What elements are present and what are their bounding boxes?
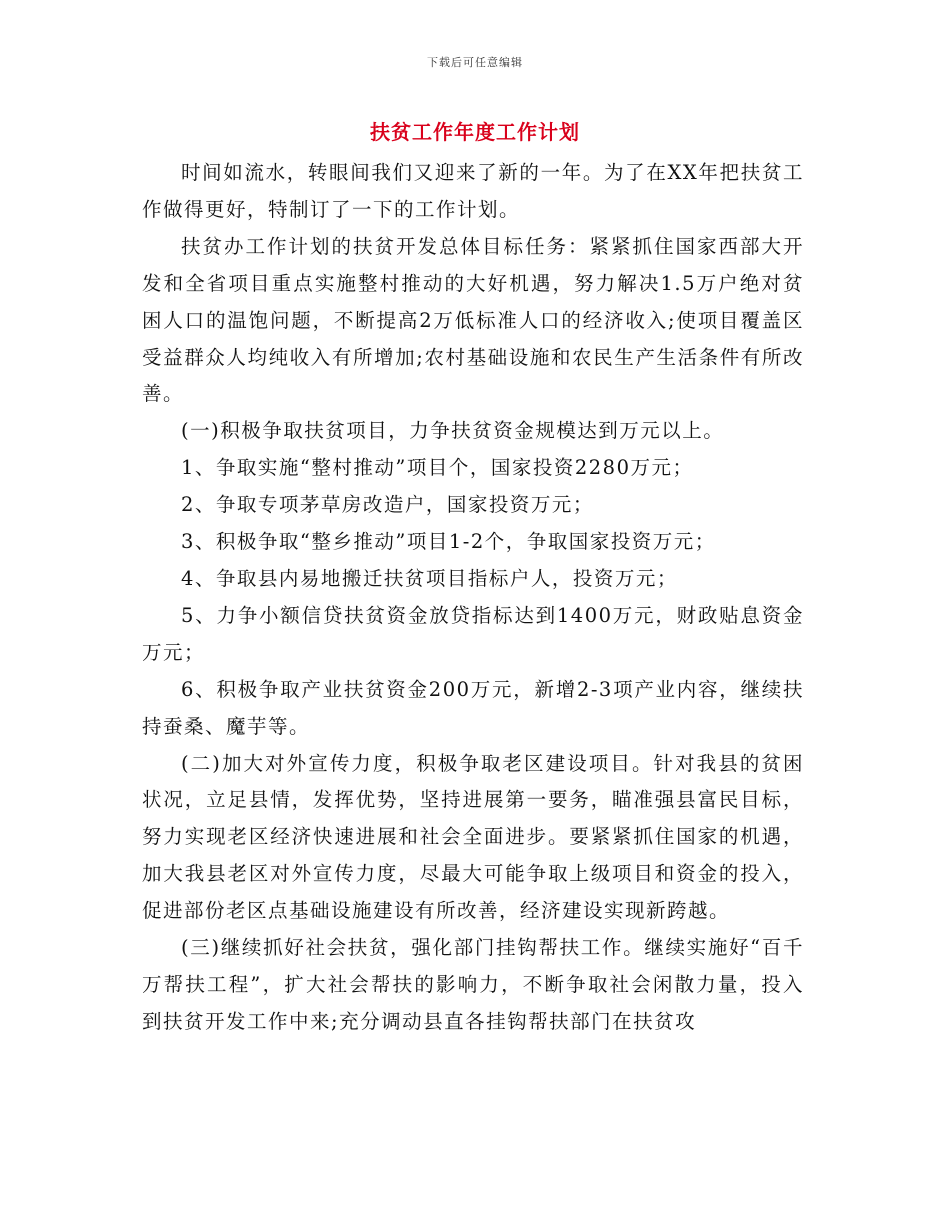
- list-item: 5、力争小额信贷扶贫资金放贷指标达到1400万元，财政贴息资金万元；: [142, 603, 804, 664]
- section-paragraph-3: (三)继续抓好社会扶贫，强化部门挂钩帮扶工作。继续实施好“百千万帮扶工程”，扩大社会帮扶的影响力，不断争取社会闲散力量，投入到扶贫开发工作中来;充分调动县直各挂钩帮扶部门在扶贫攻: [142, 936, 804, 1033]
- document-title: 扶贫工作年度工作计划: [370, 120, 580, 144]
- section-heading-1: (一)积极争取扶贫项目，力争扶贫资金规模达到万元以上。: [181, 419, 725, 443]
- page-header-note: 下载后可任意编辑: [427, 56, 523, 69]
- document-body: [142, 155, 804, 1041]
- section-paragraph-2: (二)加大对外宣传力度，积极争取老区建设项目。针对我县的贫困状况，立足县情，发挥优势，坚持进展第一要务，瞄准强县富民目标，努力实现老区经济快速进展和社会全面进步。要紧紧抓住国家的机遇，加大我县老区对外宣传力度，尽最大可能争取上级项目和资金的投入，促进部份老区点基础设施建设有所改善，经济建设实现新跨越。: [142, 751, 804, 923]
- list-item: 6、积极争取产业扶贫资金200万元，新增2-3项产业内容，继续扶持蚕桑、魔芋等。: [142, 677, 804, 738]
- list-item: 3、积极争取“整乡推动”项目1-2个，争取国家投资万元；: [181, 530, 716, 554]
- list-item: 1、争取实施“整村推动”项目个，国家投资2280万元；: [181, 456, 694, 480]
- list-item: 4、争取县内易地搬迁扶贫项目指标户人，投资万元；: [181, 566, 678, 590]
- paragraph-overall-goal: 扶贫办工作计划的扶贫开发总体目标任务：紧紧抓住国家西部大开发和全省项目重点实施整村推动的大好机遇，努力解决1.5万户绝对贫困人口的温饱问题，不断提高2万低标准人口的经济收入;使项目覆盖区受益群众人均纯收入有所增加;农村基础设施和农民生产生活条件有所改善。: [142, 234, 804, 406]
- list-item: 2、争取专项茅草房改造户，国家投资万元；: [181, 493, 594, 517]
- paragraph-intro: 时间如流水，转眼间我们又迎来了新的一年。为了在XX年把扶贫工作做得更好，特制订了一下的工作计划。: [142, 161, 804, 221]
